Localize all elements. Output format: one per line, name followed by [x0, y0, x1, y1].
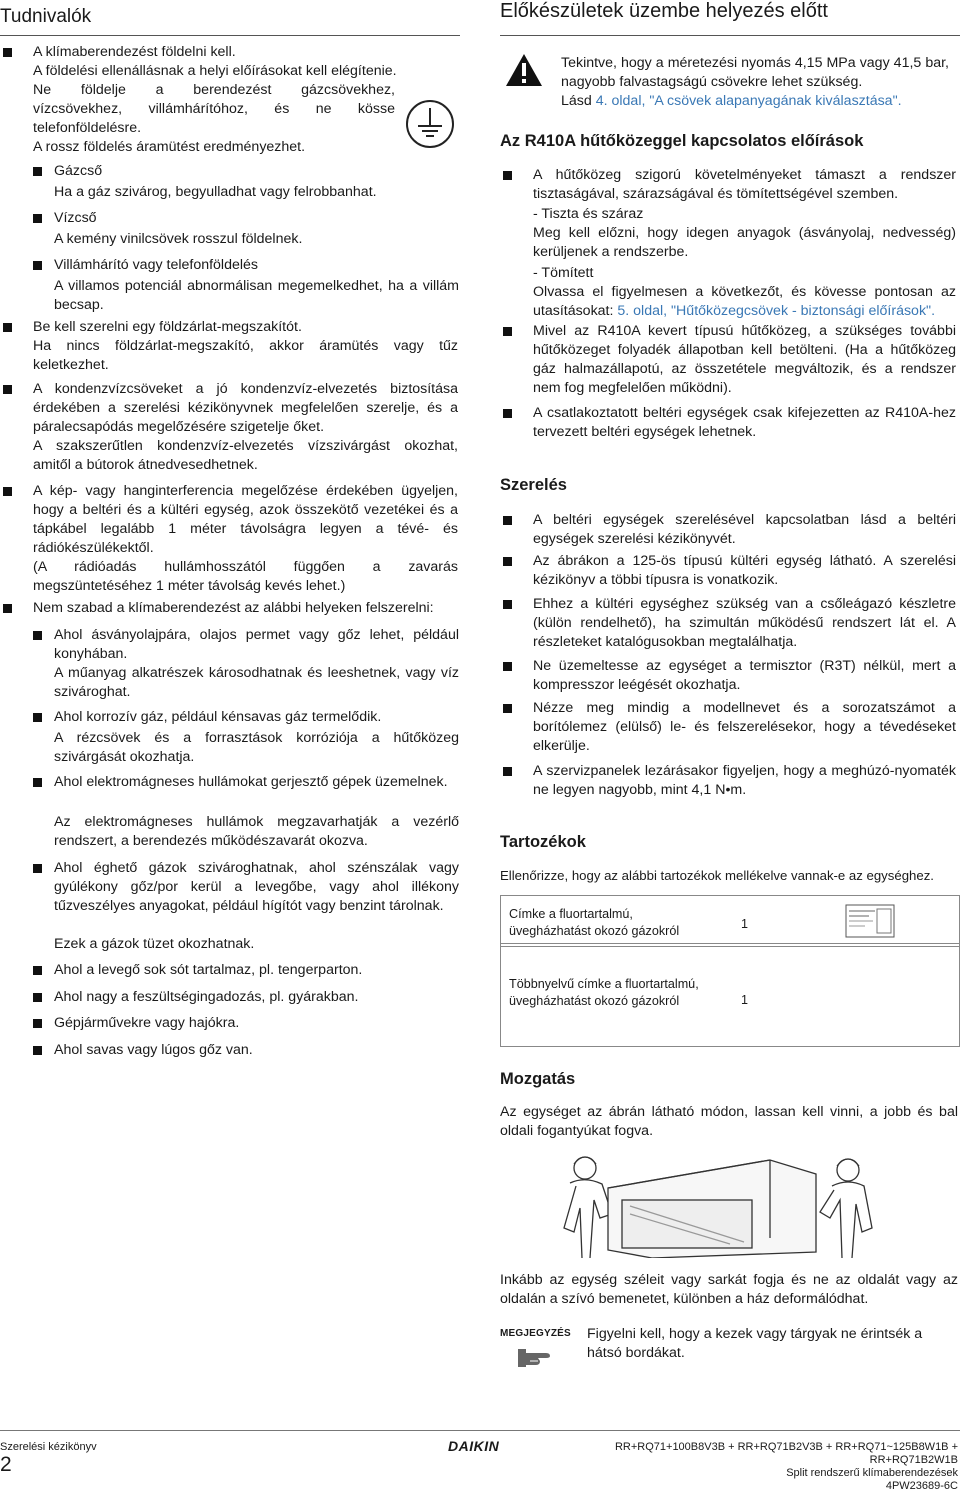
place-vehicle-text: Gépjárművekre vagy hajókra. — [54, 1015, 240, 1031]
interference-text-1: A kép- vagy hanginterferencia megelőzése érdekében ügyeljen, hogy a beltéri és a kültéri egység, azok összekötő vezetékei és a tápkábel legalább 1 méter távolságra legyen a tévé- és rádiókészülékektől. — [33, 483, 458, 556]
accessories-heading: Tartozékok — [500, 833, 586, 851]
install-item-3: Ehhez a kültéri egységhez szükség van a csőleágazó készletre (külön rendelhető), ha szimultán működésű rendszert lát el. A részleteket katalógusokban megtalálhatja. — [533, 596, 956, 650]
r410a-req-3: A csatlakoztatott beltéri egységek csak kifejezetten az R410A-hez tervezett beltéri egységek lehetnek. — [533, 405, 956, 440]
footer-doc-code: 4PW23689-6C — [885, 1480, 958, 1492]
drain-text-1: A kondenzvízcsöveket a jó kondenzvíz-elvezetés biztosítása érdekében a szerelési kézikönyvnek megfelelően szerelje, és a páralecsapódás megelőzésére szigetelje őket. — [33, 381, 458, 435]
footer-model-line-2: RR+RQ71B2W1B — [869, 1454, 958, 1466]
accessory-row — [500, 895, 960, 947]
accessory-row — [500, 943, 960, 1047]
place-corrosive-consequence: A rézcsövek és a forrasztások korróziója a hűtőközeg szivárgását okozhatja. — [54, 730, 459, 765]
ref-prefix: Lásd — [561, 93, 596, 109]
r410a-req-2: Mivel az R410A kevert típusú hűtőközeg, a szükséges további hűtőközeget folyadék állapotban kell betölteni. (Ha a hűtőközeg gáz halmazállapotú, az összetétele megváltozik, és a rendszer nem fog megfelelően működni). — [533, 323, 956, 396]
right-header-rule — [500, 35, 960, 36]
place-oil-text: Ahol ásványolajpára, olajos permet vagy gőz lehet, például konyhában. — [54, 627, 459, 662]
ground-line-4: A rossz földelés áramütést eredményezhet. — [33, 139, 306, 155]
r410a-req-1: A hűtőközeg szigorú követelményeket támaszt a rendszer tisztaságával, szárazságával és tömítettségével szemben. — [533, 167, 956, 202]
accessory-name: Címke a fluortartalmú, üvegházhatást okozó gázokról — [509, 907, 680, 938]
bullet-icon — [33, 864, 42, 873]
accessory-qty: 1 — [741, 917, 749, 931]
ground-line-3b: vízcsövekhez, villámhárítóhoz, és ne kösse — [33, 101, 395, 117]
bullet-icon — [503, 600, 512, 609]
bullet-icon — [33, 214, 42, 223]
gas-pipe-title: Gázcső — [54, 163, 103, 179]
bullet-icon — [503, 662, 512, 671]
place-acid-text: Ahol savas vagy lúgos gőz van. — [54, 1042, 253, 1058]
bullet-icon — [503, 327, 512, 336]
accessory-qty: 1 — [741, 993, 749, 1007]
bullet-icon — [3, 487, 12, 496]
breaker-line-1: Be kell szerelni egy földzárlat-megszakítót. — [33, 319, 302, 335]
place-flammable-text: Ahol éghető gázok szivároghatnak, ahol szénszálak vagy gyúlékony gőz/por kerül a levegőbe, vagy ahol illékony tűzveszélyes anyagokat, például hígítót vagy benzint tárolnak. — [54, 860, 459, 914]
bullet-icon — [33, 966, 42, 975]
bullet-icon — [33, 713, 42, 722]
water-pipe-title: Vízcső — [54, 210, 97, 226]
footer-manual-title: Szerelési kézikönyv — [0, 1441, 97, 1453]
place-flammable-consequence: Ezek a gázok tüzet okozhatnak. — [54, 936, 255, 952]
not-install-heading: Nem szabad a klímaberendezést az alábbi helyeken felszerelni: — [33, 600, 434, 616]
ground-line-3a: Ne földelje a berendezést gázcsövekhez, — [33, 82, 395, 98]
footer-model-line-1: RR+RQ71+100B8V3B + RR+RQ71B2V3B + RR+RQ71~125B8W1B + — [614, 1441, 958, 1453]
page-number: 2 — [0, 1453, 12, 1476]
install-item-1: A beltéri egységek szerelésével kapcsolatban lásd a beltéri egységek szerelési kézikönyvét. — [533, 512, 956, 547]
carrying-unit-illustration — [530, 1148, 930, 1258]
bullet-icon — [503, 516, 512, 525]
note-text: Figyelni kell, hogy a kezek vagy tárgyak ne érintsék a hátsó bordákat. — [587, 1326, 923, 1361]
install-item-5: Nézze meg mindig a modellnevet és a sorozatszámot a borítólemez (elülső) le- és felszerelésekor, hogy a tévedéseket elkerülje. — [533, 700, 956, 754]
place-em-consequence: Az elektromágneses hullámok megzavarhatják a vezérlő rendszert, a berendezés működészavarát okozva. — [54, 814, 459, 849]
bullet-icon — [33, 993, 42, 1002]
install-item-6: A szervizpanelek lezárásakor figyeljen, hogy a meghúzó-nyomaték ne legyen nagyobb, mint 4,1 N•m. — [533, 763, 956, 798]
footer-model-line-3: Split rendszerű klímaberendezések — [786, 1467, 958, 1479]
moving-heading: Mozgatás — [500, 1070, 576, 1088]
bullet-icon — [33, 1046, 42, 1055]
bullet-icon — [33, 167, 42, 176]
fluorine-label-icon — [845, 904, 895, 938]
bullet-icon — [33, 631, 42, 640]
drain-text-2: A szakszerűtlen kondenzvíz-elvezetés vízszivárgást okozhat, amitől a bútorok átnedvesedhetnek. — [33, 438, 458, 473]
bullet-icon — [503, 409, 512, 418]
pressure-warning-ref — [561, 92, 951, 111]
water-pipe-text: A kemény vinilcsövek rosszul földelnek. — [54, 231, 303, 247]
footer-rule — [0, 1430, 960, 1431]
bullet-icon — [503, 767, 512, 776]
ground-line-3c: telefonföldelésre. — [33, 120, 142, 136]
bullet-icon — [3, 604, 12, 613]
ground-line-2: A földelési ellenállásnak a helyi előírásokat kell elégítenie. — [33, 63, 397, 79]
sealed-instruction: Olvassa el figyelmesen a következőt, és kövesse pontosan az utasításokat: — [533, 284, 956, 319]
bullet-icon — [3, 48, 12, 57]
bullet-icon — [3, 385, 12, 394]
bullet-icon — [33, 261, 42, 270]
left-section-title: Tudnivalók — [0, 6, 92, 27]
bullet-icon — [503, 557, 512, 566]
pipe-material-link[interactable]: 4. oldal, "A csövek alapanyagának kiválasztása". — [595, 93, 902, 109]
gas-pipe-text: Ha a gáz szivárog, begyulladhat vagy felrobbanhat. — [54, 184, 377, 200]
place-oil-consequence: A műanyag alkatrészek károsodhatnak és leeshetnek, vagy víz szivároghat. — [54, 665, 459, 700]
lightning-text: A villamos potenciál abnormálisan megemelkedhet, ha a villám becsap. — [54, 278, 459, 313]
note-label: MEGJEGYZÉS — [500, 1328, 571, 1339]
install-item-4: Ne üzemeltesse az egységet a termisztor (R3T) nélkül, mert a kompresszor leégését okozhatja. — [533, 658, 956, 693]
left-header-rule — [0, 35, 460, 36]
accessories-intro: Ellenőrizze, hogy az alábbi tartozékok mellékelve vannak-e az egységhez. — [500, 868, 934, 883]
note-pointing-hand-icon — [516, 1345, 554, 1369]
sealed-label: - Tömített — [533, 265, 594, 281]
place-voltage-text: Ahol nagy a feszültségingadozás, pl. gyárakban. — [54, 989, 359, 1005]
bullet-icon — [503, 704, 512, 713]
daikin-logo: DAIKIN — [448, 1438, 500, 1454]
sealed-text — [533, 283, 956, 321]
place-corrosive-text: Ahol korrozív gáz, például kénsavas gáz termelődik. — [54, 709, 382, 725]
accessory-name: Többnyelvű címke a fluortartalmú, üvegházhatást okozó gázokról — [509, 977, 699, 1008]
bullet-icon — [33, 778, 42, 787]
installation-heading: Szerelés — [500, 476, 567, 494]
earth-ground-icon — [404, 98, 456, 150]
lightning-title: Villámhárító vagy telefonföldelés — [54, 257, 259, 273]
r410a-heading: Az R410A hűtőközeggel kapcsolatos előírások — [500, 132, 864, 150]
bullet-icon — [503, 171, 512, 180]
interference-text-2: (A rádióadás hullámhosszától függően a zavarás megszüntetéséhez 1 méter távolság kevés lehet.) — [33, 559, 458, 594]
place-em-text: Ahol elektromágneses hullámokat gerjesztő gépek üzemelnek. — [54, 774, 448, 790]
moving-text: Az egységet az ábrán látható módon, lassan kell vinni, a jobb és bal oldali fogantyúkat fogva. — [500, 1104, 958, 1139]
clean-dry-label: - Tiszta és száraz — [533, 206, 644, 222]
bullet-icon — [3, 323, 12, 332]
ground-line-1: A klímaberendezést földelni kell. — [33, 44, 236, 60]
right-section-title: Előkészületek üzembe helyezés előtt — [500, 0, 828, 22]
install-item-2: Az ábrákon a 125-ös típusú kültéri egység látható. A szerelési kézikönyv a többi típusra is vonatkozik. — [533, 553, 956, 588]
warning-icon — [504, 52, 544, 88]
bullet-icon — [33, 1019, 42, 1028]
clean-dry-text: Meg kell előzni, hogy idegen anyagok (ásványolaj, nedvesség) kerüljenek a rendszerbe. — [533, 225, 956, 260]
place-salt-text: Ahol a levegő sok sót tartalmaz, pl. tengerparton. — [54, 962, 363, 978]
refrigerant-safety-link[interactable]: 5. oldal, "Hűtőközegcsövek - biztonsági előírások". — [617, 303, 936, 319]
pressure-warning-text: Tekintve, hogy a méretezési nyomás 4,15 MPa vagy 41,5 bar, nagyobb falvastagságú csövekre lehet szükség. — [561, 55, 949, 90]
moving-warning-text: Inkább az egység széleit vagy sarkát fogja és ne az oldalát vagy az oldalán a szívó bemenetet, különben a ház deformálódhat. — [500, 1272, 958, 1307]
breaker-line-2: Ha nincs földzárlat-megszakító, akkor áramütés vagy tűz keletkezhet. — [33, 338, 458, 373]
